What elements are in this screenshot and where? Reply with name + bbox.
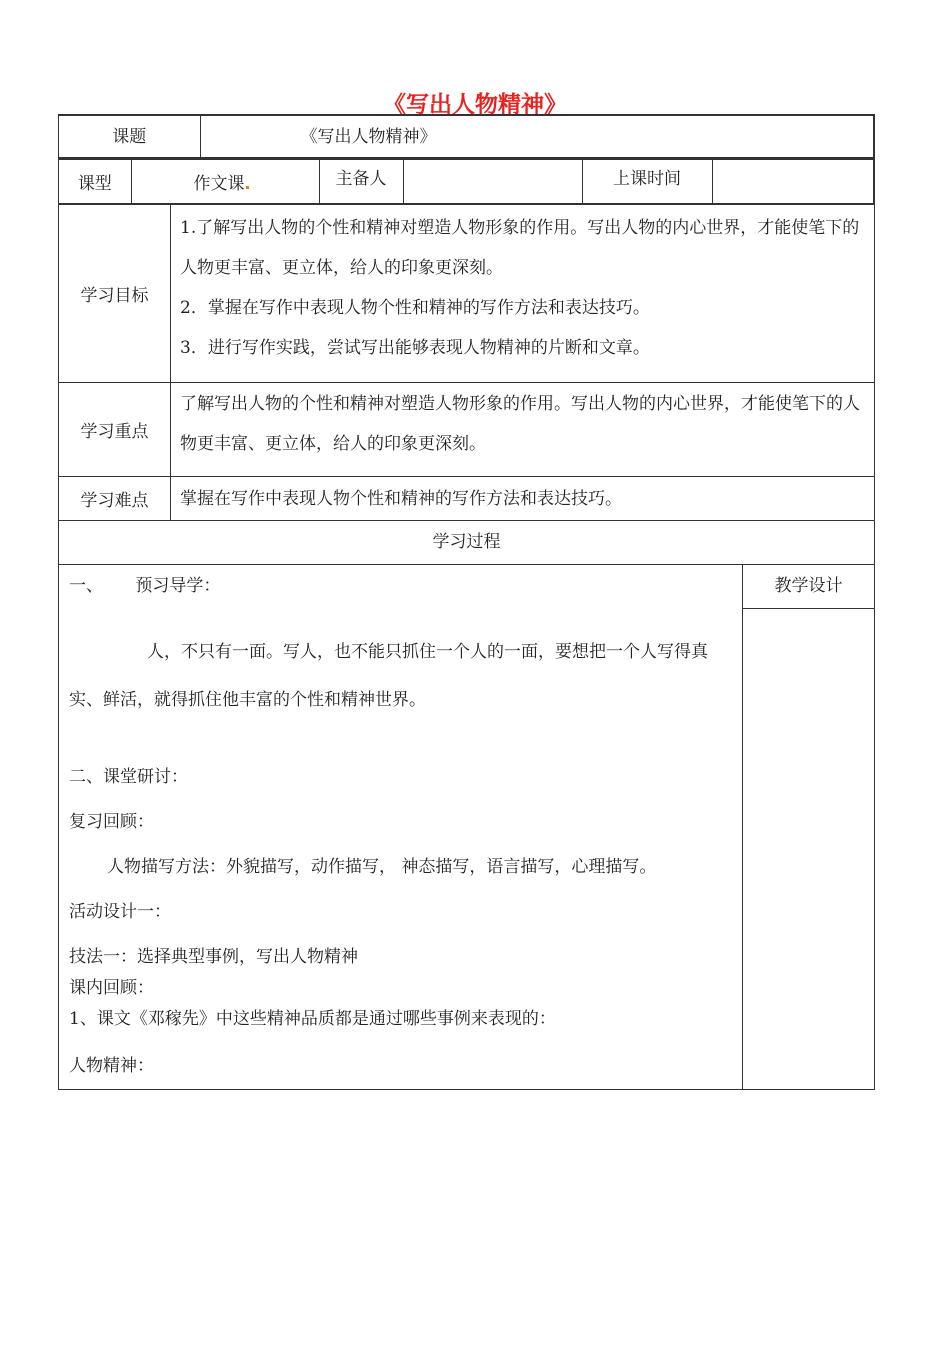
mark-dot bbox=[246, 186, 249, 189]
type-label: 课型 bbox=[59, 160, 131, 204]
review-body: 人物描写方法：外貌描写，动作描写， 神态描写，语言描写，心理描写。 bbox=[107, 857, 657, 877]
preparer-value bbox=[403, 160, 582, 204]
in-class-review: 课内回顾： bbox=[69, 978, 154, 998]
topic-label: 课题 bbox=[59, 116, 200, 158]
objectives-label: 学习目标 bbox=[59, 205, 171, 383]
difficulties-row bbox=[59, 477, 875, 521]
objectives-row bbox=[59, 205, 875, 383]
section2-title: 二、课堂研讨： bbox=[69, 767, 188, 787]
time-label: 上课时间 bbox=[582, 160, 712, 204]
time-value bbox=[712, 160, 874, 204]
lesson-plan-table bbox=[58, 114, 875, 1090]
type-row bbox=[59, 159, 875, 205]
preparer-label: 主备人 bbox=[319, 160, 403, 204]
difficulties-text: 掌握在写作中表现人物个性和精神的写作方法和表达技巧。 bbox=[180, 488, 622, 509]
objective-item-3: 3．进行写作实践，尝试写出能够表现人物精神的片断和文章。 bbox=[180, 338, 650, 358]
process-content bbox=[59, 565, 743, 1090]
spirit-label: 人物精神： bbox=[69, 1056, 154, 1076]
objective-item-2: 2．掌握在写作中表现人物个性和精神的写作方法和表达技巧。 bbox=[180, 298, 650, 318]
section1-title: 一、 预习导学： bbox=[69, 576, 221, 596]
key-points-content bbox=[171, 383, 875, 477]
process-heading-row bbox=[59, 521, 875, 565]
key-points-row bbox=[59, 383, 875, 477]
objective-item-1: 1.了解写出人物的个性和精神对塑造人物形象的作用。写出人物的内心世界，才能使笔下的人物更丰富、更立体，给人的印象更深刻。 bbox=[180, 218, 860, 278]
review-title: 复习回顾： bbox=[69, 812, 154, 832]
process-heading: 学习过程 bbox=[59, 521, 875, 565]
type-value-cell bbox=[131, 160, 319, 204]
question-1: 1、课文《邓稼先》中这些精神品质都是通过哪些事例来表现的： bbox=[69, 1009, 556, 1029]
topic-row bbox=[59, 115, 875, 159]
difficulties-content bbox=[171, 477, 875, 521]
design-column bbox=[743, 565, 875, 1090]
type-value: 作文课 bbox=[193, 174, 245, 194]
process-row bbox=[59, 565, 875, 1090]
difficulties-label: 学习难点 bbox=[59, 477, 171, 521]
section1-body: 人，不只有一面。写人，也不能只抓住一个人的一面，要想把一个人写得真实、鲜活，就得抓住他丰富的个性和精神世界。 bbox=[69, 642, 708, 710]
document-title: 《写出人物精神》 bbox=[383, 92, 567, 118]
technique-text: 技法一：选择典型事例，写出人物精神 bbox=[69, 947, 358, 967]
key-points-label: 学习重点 bbox=[59, 383, 171, 477]
topic-value: 《写出人物精神》 bbox=[200, 116, 874, 158]
activity-title: 活动设计一： bbox=[69, 902, 171, 922]
key-points-text: 了解写出人物的个性和精神对塑造人物形象的作用。写出人物的内心世界，才能使笔下的人物更丰富、更立体，给人的印象更深刻。 bbox=[180, 394, 860, 454]
design-label: 教学设计 bbox=[743, 565, 874, 609]
objectives-content bbox=[171, 205, 875, 383]
